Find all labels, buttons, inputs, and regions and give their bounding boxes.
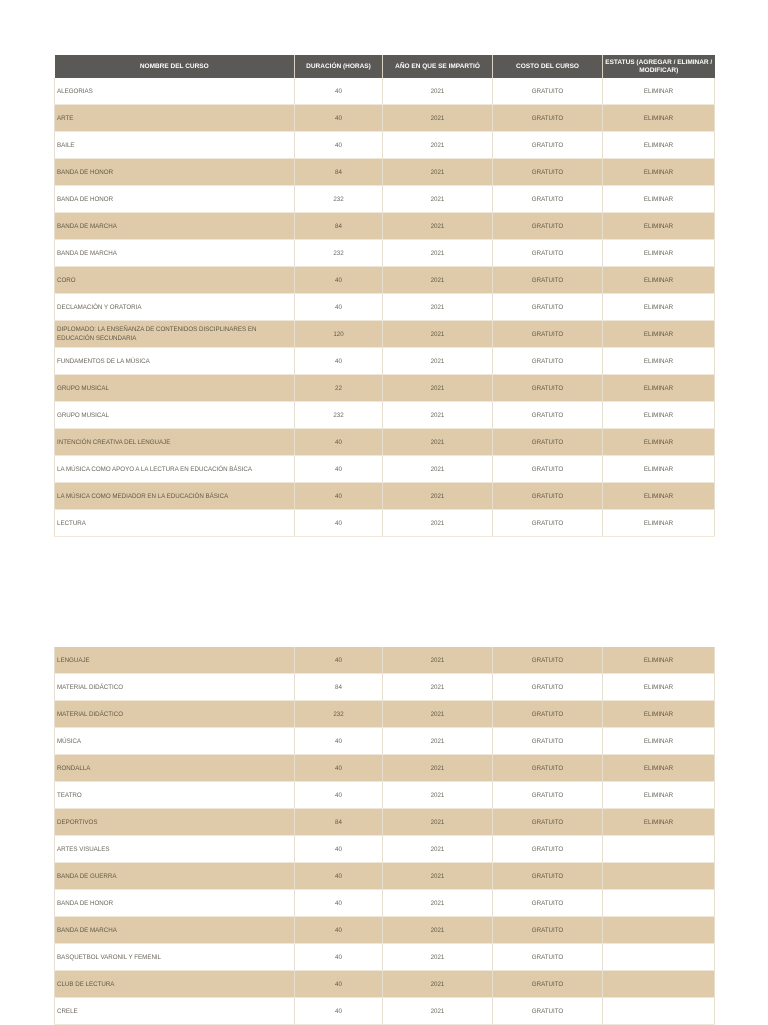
cell-duration: 22 [295, 375, 383, 402]
cell-course-name: LA MÚSICA COMO MEDIADOR EN LA EDUCACIÓN BÁSICA [55, 483, 295, 510]
cell-duration: 40 [295, 836, 383, 863]
table-row [55, 890, 715, 917]
cell-duration: 84 [295, 809, 383, 836]
header-cost: COSTO DEL CURSO [493, 55, 603, 78]
cell-status: ELIMINAR [603, 267, 715, 294]
table-row [55, 647, 715, 674]
cell-year: 2021 [383, 944, 493, 971]
cell-course-name: GRUPO MUSICAL [55, 375, 295, 402]
cell-duration: 84 [295, 674, 383, 701]
cell-year: 2021 [383, 402, 493, 429]
table-row [55, 186, 715, 213]
cell-course-name: LECTURA [55, 510, 295, 537]
cell-year: 2021 [383, 647, 493, 674]
table-row [55, 78, 715, 105]
cell-cost: GRATUITO [493, 483, 603, 510]
cell-year: 2021 [383, 267, 493, 294]
cell-year: 2021 [383, 429, 493, 456]
cell-cost: GRATUITO [493, 863, 603, 890]
cell-status [603, 998, 715, 1025]
cell-status: ELIMINAR [603, 375, 715, 402]
cell-status: ELIMINAR [603, 348, 715, 375]
cell-course-name: INTENCIÓN CREATIVA DEL LENGUAJE [55, 429, 295, 456]
cell-status: ELIMINAR [603, 701, 715, 728]
cell-year: 2021 [383, 809, 493, 836]
table-row [55, 213, 715, 240]
cell-course-name: DECLAMACIÓN Y ORATORIA [55, 294, 295, 321]
cell-status: ELIMINAR [603, 755, 715, 782]
cell-status: ELIMINAR [603, 78, 715, 105]
cell-duration: 40 [295, 647, 383, 674]
cell-course-name: FUNDAMENTOS DE LA MÚSICA [55, 348, 295, 375]
cell-year: 2021 [383, 971, 493, 998]
cell-status: ELIMINAR [603, 647, 715, 674]
cell-year: 2021 [383, 159, 493, 186]
cell-year: 2021 [383, 998, 493, 1025]
cell-status: ELIMINAR [603, 809, 715, 836]
cell-cost: GRATUITO [493, 348, 603, 375]
cell-course-name: BANDA DE MARCHA [55, 240, 295, 267]
cell-duration: 84 [295, 159, 383, 186]
cell-duration: 40 [295, 944, 383, 971]
cell-cost: GRATUITO [493, 429, 603, 456]
cell-status [603, 836, 715, 863]
cell-course-name: ALEGORIAS [55, 78, 295, 105]
table-row [55, 728, 715, 755]
cell-duration: 40 [295, 105, 383, 132]
cell-status: ELIMINAR [603, 674, 715, 701]
cell-status: ELIMINAR [603, 186, 715, 213]
cell-duration: 232 [295, 402, 383, 429]
table-row [55, 701, 715, 728]
cell-cost: GRATUITO [493, 456, 603, 483]
cell-duration: 40 [295, 348, 383, 375]
cell-year: 2021 [383, 375, 493, 402]
cell-status: ELIMINAR [603, 782, 715, 809]
table-row [55, 375, 715, 402]
cell-cost: GRATUITO [493, 294, 603, 321]
cell-course-name: BANDA DE HONOR [55, 890, 295, 917]
cell-course-name: LA MÚSICA COMO APOYO A LA LECTURA EN EDUCACIÓN BÁSICA [55, 456, 295, 483]
cell-duration: 84 [295, 213, 383, 240]
cell-cost: GRATUITO [493, 755, 603, 782]
cell-course-name: BANDA DE MARCHA [55, 917, 295, 944]
cell-year: 2021 [383, 240, 493, 267]
table-row [55, 755, 715, 782]
cell-status [603, 944, 715, 971]
cell-cost: GRATUITO [493, 240, 603, 267]
cell-year: 2021 [383, 456, 493, 483]
cell-duration: 40 [295, 998, 383, 1025]
cell-cost: GRATUITO [493, 728, 603, 755]
table-header-row [55, 55, 715, 78]
cell-cost: GRATUITO [493, 782, 603, 809]
cell-year: 2021 [383, 483, 493, 510]
table-row [55, 159, 715, 186]
cell-course-name: BASQUETBOL VARONIL Y FEMENIL [55, 944, 295, 971]
cell-status: ELIMINAR [603, 728, 715, 755]
cell-course-name: CLUB DE LECTURA [55, 971, 295, 998]
cell-cost: GRATUITO [493, 105, 603, 132]
cell-status: ELIMINAR [603, 294, 715, 321]
table-row [55, 836, 715, 863]
cell-year: 2021 [383, 213, 493, 240]
table-row [55, 782, 715, 809]
courses-table-bottom [54, 647, 715, 1025]
cell-year: 2021 [383, 294, 493, 321]
table-row [55, 510, 715, 537]
cell-year: 2021 [383, 890, 493, 917]
cell-status: ELIMINAR [603, 456, 715, 483]
table-row [55, 456, 715, 483]
cell-status: ELIMINAR [603, 132, 715, 159]
cell-course-name: DIPLOMADO: LA ENSEÑANZA DE CONTENIDOS DISCIPLINARES EN EDUCACIÓN SECUNDARIA [55, 321, 295, 348]
cell-year: 2021 [383, 348, 493, 375]
cell-status: ELIMINAR [603, 483, 715, 510]
cell-status [603, 917, 715, 944]
cell-year: 2021 [383, 510, 493, 537]
cell-status: ELIMINAR [603, 321, 715, 348]
cell-duration: 40 [295, 890, 383, 917]
cell-course-name: BANDA DE HONOR [55, 159, 295, 186]
cell-cost: GRATUITO [493, 213, 603, 240]
cell-status: ELIMINAR [603, 510, 715, 537]
cell-year: 2021 [383, 78, 493, 105]
cell-course-name: CRELE [55, 998, 295, 1025]
cell-course-name: RONDALLA [55, 755, 295, 782]
table-row [55, 132, 715, 159]
cell-status: ELIMINAR [603, 240, 715, 267]
cell-year: 2021 [383, 701, 493, 728]
cell-year: 2021 [383, 186, 493, 213]
cell-cost: GRATUITO [493, 647, 603, 674]
cell-duration: 40 [295, 267, 383, 294]
table-row [55, 674, 715, 701]
cell-year: 2021 [383, 782, 493, 809]
cell-course-name: MATERIAL DIDÁCTICO [55, 701, 295, 728]
cell-course-name: GRUPO MUSICAL [55, 402, 295, 429]
table-row [55, 809, 715, 836]
cell-year: 2021 [383, 755, 493, 782]
cell-course-name: BANDA DE HONOR [55, 186, 295, 213]
table-row [55, 863, 715, 890]
table-row [55, 348, 715, 375]
table-row [55, 294, 715, 321]
cell-cost: GRATUITO [493, 186, 603, 213]
cell-year: 2021 [383, 132, 493, 159]
cell-duration: 40 [295, 917, 383, 944]
table-row [55, 267, 715, 294]
cell-duration: 232 [295, 701, 383, 728]
courses-table-top [54, 55, 715, 537]
cell-duration: 40 [295, 728, 383, 755]
cell-duration: 40 [295, 78, 383, 105]
cell-cost: GRATUITO [493, 809, 603, 836]
cell-duration: 40 [295, 510, 383, 537]
table-row [55, 402, 715, 429]
cell-duration: 40 [295, 863, 383, 890]
cell-course-name: CORO [55, 267, 295, 294]
cell-cost: GRATUITO [493, 836, 603, 863]
cell-year: 2021 [383, 674, 493, 701]
cell-duration: 40 [295, 782, 383, 809]
cell-duration: 40 [295, 429, 383, 456]
cell-duration: 40 [295, 971, 383, 998]
cell-course-name: ARTES VISUALES [55, 836, 295, 863]
cell-course-name: MÚSICA [55, 728, 295, 755]
table-row [55, 321, 715, 348]
cell-course-name: DEPORTIVOS [55, 809, 295, 836]
table-row [55, 917, 715, 944]
cell-status: ELIMINAR [603, 105, 715, 132]
table-row [55, 429, 715, 456]
cell-year: 2021 [383, 728, 493, 755]
cell-status [603, 971, 715, 998]
cell-duration: 40 [295, 132, 383, 159]
cell-duration: 232 [295, 240, 383, 267]
cell-course-name: BAILE [55, 132, 295, 159]
cell-year: 2021 [383, 917, 493, 944]
cell-duration: 232 [295, 186, 383, 213]
cell-course-name: MATERIAL DIDÁCTICO [55, 674, 295, 701]
cell-cost: GRATUITO [493, 267, 603, 294]
cell-duration: 40 [295, 483, 383, 510]
cell-cost: GRATUITO [493, 132, 603, 159]
header-status: ESTATUS (AGREGAR / ELIMINAR / MODIFICAR) [603, 55, 715, 78]
cell-year: 2021 [383, 105, 493, 132]
cell-cost: GRATUITO [493, 78, 603, 105]
cell-status [603, 863, 715, 890]
table-body-top [55, 78, 715, 537]
cell-duration: 120 [295, 321, 383, 348]
cell-year: 2021 [383, 836, 493, 863]
table-row [55, 971, 715, 998]
cell-duration: 40 [295, 294, 383, 321]
cell-year: 2021 [383, 863, 493, 890]
table-body-bottom [55, 647, 715, 1025]
table-row [55, 483, 715, 510]
cell-course-name: LENGUAJE [55, 647, 295, 674]
cell-status [603, 890, 715, 917]
cell-cost: GRATUITO [493, 917, 603, 944]
cell-cost: GRATUITO [493, 159, 603, 186]
cell-cost: GRATUITO [493, 375, 603, 402]
header-duration: DURACIÓN (HORAS) [295, 55, 383, 78]
cell-cost: GRATUITO [493, 998, 603, 1025]
table-row [55, 998, 715, 1025]
table-row [55, 105, 715, 132]
cell-cost: GRATUITO [493, 674, 603, 701]
cell-cost: GRATUITO [493, 944, 603, 971]
table-row [55, 240, 715, 267]
cell-cost: GRATUITO [493, 890, 603, 917]
cell-cost: GRATUITO [493, 510, 603, 537]
cell-duration: 40 [295, 755, 383, 782]
table-row [55, 944, 715, 971]
cell-course-name: BANDA DE GUERRA [55, 863, 295, 890]
header-year: AÑO EN QUE SE IMPARTIÓ [383, 55, 493, 78]
cell-cost: GRATUITO [493, 321, 603, 348]
header-course-name: NOMBRE DEL CURSO [55, 55, 295, 78]
cell-status: ELIMINAR [603, 429, 715, 456]
cell-cost: GRATUITO [493, 701, 603, 728]
cell-status: ELIMINAR [603, 159, 715, 186]
cell-status: ELIMINAR [603, 402, 715, 429]
cell-cost: GRATUITO [493, 402, 603, 429]
cell-course-name: ARTE [55, 105, 295, 132]
cell-cost: GRATUITO [493, 971, 603, 998]
cell-status: ELIMINAR [603, 213, 715, 240]
cell-year: 2021 [383, 321, 493, 348]
cell-duration: 40 [295, 456, 383, 483]
cell-course-name: TEATRO [55, 782, 295, 809]
cell-course-name: BANDA DE MARCHA [55, 213, 295, 240]
